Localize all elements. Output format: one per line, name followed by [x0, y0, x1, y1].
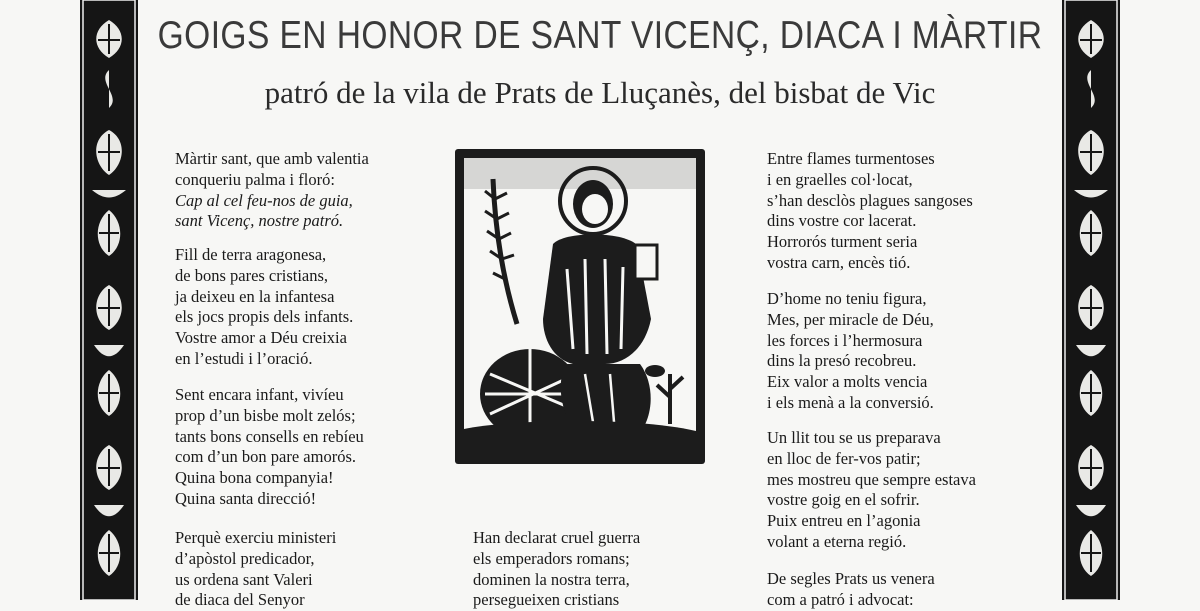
verse-line: com a patró i advocat:: [767, 589, 914, 609]
verse-line: Quina santa direcció!: [175, 488, 317, 508]
verse-line: ja deixeu en la infantesa: [175, 286, 335, 306]
stanza-right-1: [767, 149, 973, 274]
stanza-right-3: [767, 428, 976, 553]
verse-line: de bons pares cristians,: [175, 265, 329, 285]
verse-line: en lloc de fer-vos patir;: [767, 448, 921, 468]
verse-line: d’apòstol predicador,: [175, 548, 315, 568]
verse-line: i en graelles col·locat,: [767, 169, 913, 189]
verse-line: Mes, per miracle de Déu,: [767, 309, 934, 329]
verse-line: D’home no teniu figura,: [767, 289, 927, 308]
verse-line: us ordena sant Valeri: [175, 569, 313, 589]
verse-line: els emperadors romans;: [473, 548, 630, 568]
verse-line: i els menà a la conversió.: [767, 392, 934, 412]
refrain-line: sant Vicenç, nostre patró.: [175, 211, 344, 231]
stanza-left-4: [175, 528, 336, 611]
verse-line: Quina bona companyia!: [175, 468, 334, 488]
verse-line: Vostre amor a Déu creixia: [175, 328, 347, 348]
verse-line: mes mostreu que sempre estava: [767, 469, 976, 489]
verse-line: les forces i l’hermosura: [767, 330, 923, 350]
verse-line: dins la presó recobreu.: [767, 351, 917, 371]
verse-line: dins vostre cor lacerat.: [767, 211, 917, 231]
verse-line: Sent encara infant, vivíeu: [175, 385, 344, 404]
stanza-left-2: [175, 245, 353, 370]
verse-line: s’han desclòs plagues sangoses: [767, 190, 973, 210]
refrain-line: Cap al cel feu-nos de guia,: [175, 190, 353, 210]
verse-line: en l’estudi i l’oració.: [175, 348, 313, 368]
verse-line: tants bons consells en rebíeu: [175, 426, 364, 446]
stanza-right-4: [767, 569, 935, 611]
verse-line: els jocs propis dels infants.: [175, 307, 354, 327]
page-subtitle: patró de la vila de Prats de Lluçanès, del bisbat de Vic: [264, 75, 936, 110]
stanza-right-2: [767, 289, 934, 414]
saint-vincent-woodcut-image: [455, 149, 705, 464]
verse-line: com d’un bon pare amorós.: [175, 447, 356, 467]
verse-line: Horrorós turment seria: [767, 232, 918, 252]
page-title: GOIGS EN HONOR DE SANT VICENÇ, DIACA I MÀRTIR: [157, 14, 1043, 57]
verse-line: conqueriu palma i floró:: [175, 169, 335, 189]
verse-line: vostre goig en el sofrir.: [767, 490, 920, 510]
stanza-left-3: [175, 385, 364, 510]
stanza-middle-1: [473, 528, 640, 611]
verse-line: Fill de terra aragonesa,: [175, 245, 327, 264]
verse-line: prop d’un bisbe molt zelós;: [175, 405, 356, 425]
verse-line: de diaca del Senyor: [175, 590, 305, 610]
verse-line: Puix entreu en l’agonia: [767, 511, 921, 531]
verse-line: Màrtir sant, que amb valentia: [175, 149, 369, 168]
verse-line: dominen la nostra terra,: [473, 569, 630, 589]
verse-line: Perquè exerciu ministeri: [175, 528, 337, 547]
verse-line: De segles Prats us venera: [767, 569, 935, 588]
verse-line: volant a eterna regió.: [767, 531, 907, 551]
verse-line: vostra carn, encès tió.: [767, 252, 911, 272]
verse-line: Han declarat cruel guerra: [473, 528, 641, 547]
stanza-left-1: [175, 149, 369, 232]
verse-line: Entre flames turmentoses: [767, 149, 935, 168]
verse-line: Eix valor a molts vencia: [767, 372, 928, 392]
verse-line: persegueixen cristians: [473, 590, 620, 610]
verse-line: Un llit tou se us preparava: [767, 428, 941, 447]
